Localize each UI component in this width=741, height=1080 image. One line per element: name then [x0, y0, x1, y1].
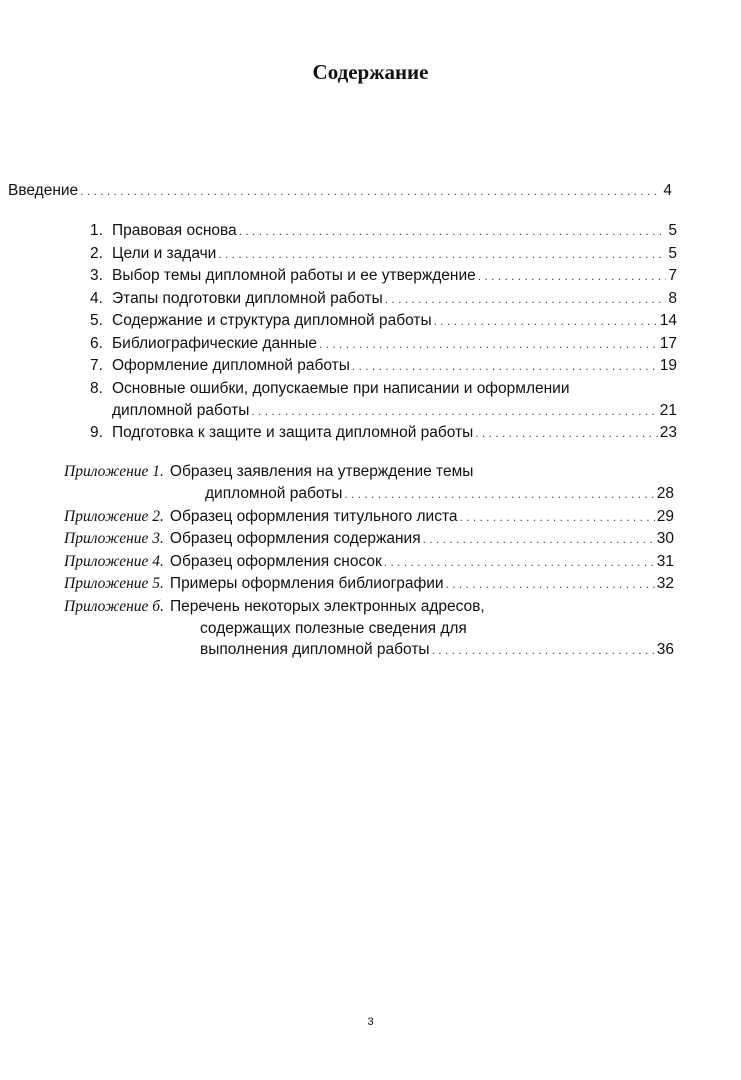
toc-num: 3. [90, 267, 103, 284]
toc-entry-chapter[interactable] [90, 220, 677, 242]
toc-page: 7 [668, 267, 677, 284]
appendix-prefix: Приложение 4. [64, 553, 164, 570]
toc-page: 4 [663, 182, 672, 199]
toc-page: 14 [659, 312, 677, 329]
toc-entry-appendix-line2[interactable] [205, 483, 674, 505]
toc-entry-appendix-line1[interactable] [64, 596, 485, 618]
toc-label: Образец оформления сносок [169, 553, 382, 570]
toc-num: 1. [90, 222, 103, 239]
toc-label: Образец оформления титульного листа [169, 508, 458, 525]
toc-entry-chapter[interactable] [90, 265, 677, 287]
toc-label: Основные ошибки, допускаемые при написании и оформлении [112, 380, 570, 397]
leader-dots [251, 400, 657, 422]
toc-label: Подготовка к защите и защита дипломной работы [112, 424, 474, 441]
toc-page: 28 [656, 485, 674, 502]
toc-label: Цели и задачи [112, 245, 217, 262]
leader-dots [319, 333, 658, 355]
toc-page: 36 [656, 641, 674, 658]
toc-entry-chapter[interactable] [90, 243, 677, 265]
leader-dots [385, 288, 667, 310]
toc-entry-intro[interactable] [8, 180, 672, 202]
toc-num: 8. [90, 380, 103, 397]
toc-page: 30 [656, 530, 674, 547]
toc-entry-chapter[interactable] [90, 288, 677, 310]
appendix-prefix: Приложение 2. [64, 508, 164, 525]
toc-label: Этапы подготовки дипломной работы [112, 290, 383, 307]
leader-dots [432, 639, 655, 661]
toc-label: Примеры оформления библиографии [169, 575, 444, 592]
toc-label: Правовая основа [112, 222, 237, 239]
toc-page: 19 [659, 357, 677, 374]
toc-label: Образец оформления содержания [169, 530, 421, 547]
toc-num: 5. [90, 312, 103, 329]
page-title: Содержание [312, 60, 429, 84]
toc-num: 6. [90, 335, 103, 352]
page-number: 3 [367, 1016, 374, 1028]
toc-entry-appendix[interactable] [64, 506, 674, 528]
leader-dots [434, 310, 658, 332]
appendix-prefix: Приложение 5. [64, 575, 164, 592]
toc-page: 17 [659, 335, 677, 352]
toc-entry-chapter[interactable] [90, 355, 677, 377]
leader-dots [446, 573, 655, 595]
toc-label: Библиографические данные [112, 335, 317, 352]
toc-num: 9. [90, 424, 103, 441]
toc-num: 7. [90, 357, 103, 374]
leader-dots [352, 355, 658, 377]
toc-entry-chapter-line1[interactable] [90, 378, 570, 400]
toc-page: 5 [668, 245, 677, 262]
toc-page: 5 [668, 222, 677, 239]
toc-label: Образец заявления на утверждение темы [169, 463, 474, 480]
toc-label: Перечень некоторых электронных адресов, [169, 598, 485, 615]
appendix-prefix: Приложение 3. [64, 530, 164, 547]
leader-dots [218, 243, 666, 265]
toc-entry-appendix-line3[interactable] [200, 639, 674, 661]
toc-entry-appendix[interactable] [64, 573, 674, 595]
toc-label: Содержание и структура дипломной работы [112, 312, 432, 329]
leader-dots [478, 265, 667, 287]
toc-label: дипломной работы [205, 485, 343, 502]
toc-num: 2. [90, 245, 103, 262]
leader-dots [475, 422, 657, 444]
toc-label: Оформление дипломной работы [112, 357, 350, 374]
toc-entry-chapter[interactable] [90, 422, 677, 444]
leader-dots [460, 506, 655, 528]
toc-entry-appendix[interactable] [64, 528, 674, 550]
leader-dots [423, 528, 655, 550]
toc-entry-chapter[interactable] [90, 333, 677, 355]
toc-entry-chapter[interactable] [90, 310, 677, 332]
toc-entry-appendix[interactable] [64, 551, 674, 573]
toc-page: 21 [659, 402, 677, 419]
toc-label: Выбор темы дипломной работы и ее утверждение [112, 267, 476, 284]
toc-entry-chapter-line2[interactable] [112, 400, 677, 422]
appendix-prefix: Приложение 1. [64, 463, 164, 480]
toc-page: 29 [656, 508, 674, 525]
toc-page: 31 [656, 553, 674, 570]
toc-label: Введение [8, 182, 79, 199]
toc-page: 8 [668, 290, 677, 307]
leader-dots [344, 483, 654, 505]
toc-entry-appendix-line1[interactable] [64, 461, 473, 483]
toc-label: содержащих полезные сведения для [200, 620, 467, 637]
toc-page: 32 [656, 575, 674, 592]
toc-label: дипломной работы [112, 402, 250, 419]
toc-num: 4. [90, 290, 103, 307]
leader-dots [384, 551, 655, 573]
toc-label: выполнения дипломной работы [200, 641, 430, 658]
leader-dots [80, 180, 661, 202]
toc-entry-appendix-line2 [200, 618, 467, 640]
appendix-prefix: Приложение б. [64, 598, 164, 615]
toc-page: 23 [659, 424, 677, 441]
leader-dots [239, 220, 667, 242]
